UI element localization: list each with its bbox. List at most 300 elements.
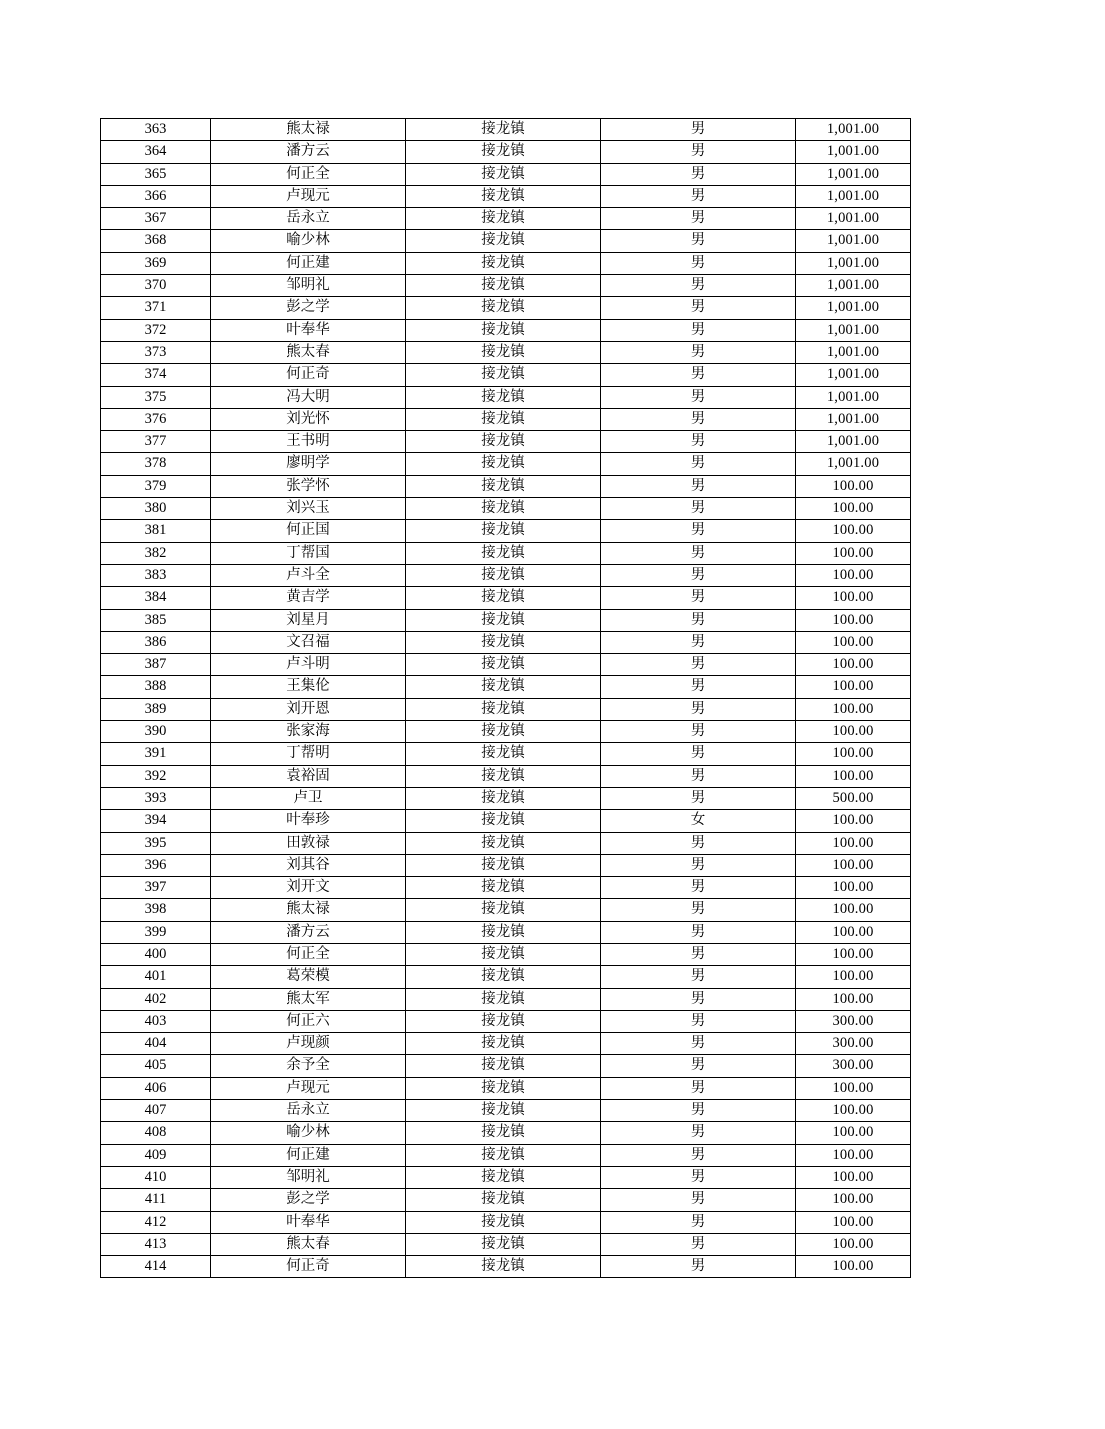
cell-id: 390 (101, 721, 211, 743)
cell-town: 接龙镇 (406, 832, 601, 854)
cell-sex: 男 (601, 1144, 796, 1166)
cell-id: 394 (101, 810, 211, 832)
cell-name: 卢现元 (211, 185, 406, 207)
cell-id: 363 (101, 119, 211, 141)
cell-town: 接龙镇 (406, 453, 601, 475)
cell-id: 405 (101, 1055, 211, 1077)
cell-amount: 100.00 (796, 587, 911, 609)
cell-sex: 男 (601, 877, 796, 899)
table-row (101, 230, 911, 252)
table-row (101, 341, 911, 363)
cell-sex: 男 (601, 1077, 796, 1099)
cell-amount: 100.00 (796, 1233, 911, 1255)
cell-town: 接龙镇 (406, 564, 601, 586)
cell-sex: 男 (601, 631, 796, 653)
cell-town: 接龙镇 (406, 498, 601, 520)
cell-sex: 男 (601, 654, 796, 676)
cell-id: 406 (101, 1077, 211, 1099)
cell-sex: 男 (601, 475, 796, 497)
table-row (101, 966, 911, 988)
cell-id: 383 (101, 564, 211, 586)
cell-amount: 100.00 (796, 698, 911, 720)
cell-town: 接龙镇 (406, 698, 601, 720)
cell-town: 接龙镇 (406, 1122, 601, 1144)
cell-amount: 1,001.00 (796, 163, 911, 185)
cell-town: 接龙镇 (406, 208, 601, 230)
cell-town: 接龙镇 (406, 386, 601, 408)
cell-name: 邹明礼 (211, 275, 406, 297)
cell-amount: 100.00 (796, 498, 911, 520)
cell-town: 接龙镇 (406, 854, 601, 876)
cell-sex: 男 (601, 208, 796, 230)
cell-town: 接龙镇 (406, 676, 601, 698)
cell-town: 接龙镇 (406, 877, 601, 899)
cell-sex: 男 (601, 721, 796, 743)
cell-id: 369 (101, 252, 211, 274)
cell-sex: 男 (601, 943, 796, 965)
cell-id: 386 (101, 631, 211, 653)
cell-amount: 1,001.00 (796, 431, 911, 453)
cell-town: 接龙镇 (406, 631, 601, 653)
cell-amount: 100.00 (796, 1189, 911, 1211)
cell-amount: 100.00 (796, 721, 911, 743)
cell-amount: 1,001.00 (796, 275, 911, 297)
cell-name: 袁裕固 (211, 765, 406, 787)
cell-sex: 男 (601, 297, 796, 319)
cell-sex: 男 (601, 966, 796, 988)
cell-id: 411 (101, 1189, 211, 1211)
table-row (101, 877, 911, 899)
cell-name: 卢现元 (211, 1077, 406, 1099)
cell-amount: 100.00 (796, 1211, 911, 1233)
cell-amount: 100.00 (796, 631, 911, 653)
cell-town: 接龙镇 (406, 520, 601, 542)
cell-id: 393 (101, 787, 211, 809)
cell-amount: 100.00 (796, 854, 911, 876)
cell-name: 何正六 (211, 1010, 406, 1032)
cell-name: 喻少林 (211, 1122, 406, 1144)
cell-town: 接龙镇 (406, 988, 601, 1010)
cell-amount: 100.00 (796, 542, 911, 564)
cell-name: 黄吉学 (211, 587, 406, 609)
cell-sex: 男 (601, 1189, 796, 1211)
cell-town: 接龙镇 (406, 587, 601, 609)
cell-amount: 1,001.00 (796, 119, 911, 141)
table-row (101, 119, 911, 141)
cell-name: 熊太春 (211, 1233, 406, 1255)
cell-sex: 男 (601, 743, 796, 765)
cell-town: 接龙镇 (406, 654, 601, 676)
cell-id: 373 (101, 341, 211, 363)
cell-town: 接龙镇 (406, 1144, 601, 1166)
cell-name: 叶奉华 (211, 319, 406, 341)
cell-id: 395 (101, 832, 211, 854)
cell-town: 接龙镇 (406, 1033, 601, 1055)
cell-id: 368 (101, 230, 211, 252)
table-row (101, 475, 911, 497)
cell-sex: 男 (601, 921, 796, 943)
cell-town: 接龙镇 (406, 475, 601, 497)
cell-amount: 1,001.00 (796, 386, 911, 408)
cell-name: 熊太禄 (211, 899, 406, 921)
table-row (101, 899, 911, 921)
cell-id: 413 (101, 1233, 211, 1255)
cell-amount: 100.00 (796, 475, 911, 497)
cell-amount: 100.00 (796, 609, 911, 631)
cell-amount: 1,001.00 (796, 297, 911, 319)
cell-amount: 100.00 (796, 564, 911, 586)
cell-amount: 100.00 (796, 966, 911, 988)
cell-town: 接龙镇 (406, 810, 601, 832)
cell-town: 接龙镇 (406, 230, 601, 252)
cell-town: 接龙镇 (406, 765, 601, 787)
cell-amount: 1,001.00 (796, 230, 911, 252)
cell-name: 熊太军 (211, 988, 406, 1010)
cell-sex: 男 (601, 765, 796, 787)
table-row (101, 1033, 911, 1055)
cell-name: 何正奇 (211, 364, 406, 386)
cell-town: 接龙镇 (406, 1189, 601, 1211)
table-row (101, 141, 911, 163)
cell-id: 387 (101, 654, 211, 676)
cell-name: 何正全 (211, 163, 406, 185)
cell-town: 接龙镇 (406, 1100, 601, 1122)
cell-name: 熊太禄 (211, 119, 406, 141)
cell-sex: 男 (601, 275, 796, 297)
cell-id: 381 (101, 520, 211, 542)
cell-name: 彭之学 (211, 297, 406, 319)
cell-id: 399 (101, 921, 211, 943)
table-row (101, 921, 911, 943)
cell-sex: 男 (601, 609, 796, 631)
cell-town: 接龙镇 (406, 163, 601, 185)
table-row (101, 431, 911, 453)
table-row (101, 1100, 911, 1122)
cell-sex: 男 (601, 854, 796, 876)
table-row (101, 587, 911, 609)
cell-amount: 1,001.00 (796, 319, 911, 341)
table-row (101, 163, 911, 185)
cell-sex: 男 (601, 408, 796, 430)
cell-id: 372 (101, 319, 211, 341)
cell-sex: 男 (601, 564, 796, 586)
cell-town: 接龙镇 (406, 431, 601, 453)
cell-name: 何正全 (211, 943, 406, 965)
cell-amount: 500.00 (796, 787, 911, 809)
cell-sex: 男 (601, 319, 796, 341)
cell-id: 365 (101, 163, 211, 185)
cell-town: 接龙镇 (406, 1077, 601, 1099)
table-row (101, 1077, 911, 1099)
cell-town: 接龙镇 (406, 609, 601, 631)
table-row (101, 721, 911, 743)
cell-name: 何正建 (211, 1144, 406, 1166)
cell-amount: 1,001.00 (796, 364, 911, 386)
cell-sex: 男 (601, 453, 796, 475)
table-row (101, 453, 911, 475)
cell-name: 葛荣模 (211, 966, 406, 988)
cell-town: 接龙镇 (406, 408, 601, 430)
cell-sex: 男 (601, 431, 796, 453)
cell-amount: 100.00 (796, 988, 911, 1010)
cell-id: 366 (101, 185, 211, 207)
cell-amount: 100.00 (796, 810, 911, 832)
cell-town: 接龙镇 (406, 297, 601, 319)
cell-sex: 男 (601, 1256, 796, 1278)
cell-town: 接龙镇 (406, 743, 601, 765)
cell-town: 接龙镇 (406, 252, 601, 274)
table-row (101, 408, 911, 430)
cell-town: 接龙镇 (406, 364, 601, 386)
cell-amount: 100.00 (796, 1077, 911, 1099)
cell-sex: 男 (601, 1122, 796, 1144)
cell-amount: 1,001.00 (796, 185, 911, 207)
cell-amount: 100.00 (796, 743, 911, 765)
cell-id: 408 (101, 1122, 211, 1144)
cell-amount: 300.00 (796, 1055, 911, 1077)
cell-name: 刘兴玉 (211, 498, 406, 520)
cell-name: 卢现颜 (211, 1033, 406, 1055)
cell-name: 丁帮明 (211, 743, 406, 765)
cell-sex: 男 (601, 988, 796, 1010)
cell-amount: 1,001.00 (796, 408, 911, 430)
cell-name: 文召福 (211, 631, 406, 653)
cell-name: 刘其谷 (211, 854, 406, 876)
table-row (101, 676, 911, 698)
cell-town: 接龙镇 (406, 119, 601, 141)
table-row (101, 765, 911, 787)
table-row (101, 1211, 911, 1233)
cell-sex: 男 (601, 676, 796, 698)
cell-id: 402 (101, 988, 211, 1010)
cell-id: 389 (101, 698, 211, 720)
cell-town: 接龙镇 (406, 1233, 601, 1255)
cell-sex: 男 (601, 1211, 796, 1233)
cell-id: 376 (101, 408, 211, 430)
table-row (101, 1233, 911, 1255)
cell-town: 接龙镇 (406, 1256, 601, 1278)
cell-id: 377 (101, 431, 211, 453)
cell-sex: 男 (601, 230, 796, 252)
cell-id: 409 (101, 1144, 211, 1166)
cell-id: 388 (101, 676, 211, 698)
table-row (101, 631, 911, 653)
cell-name: 卢斗明 (211, 654, 406, 676)
table-row (101, 654, 911, 676)
cell-id: 367 (101, 208, 211, 230)
beneficiary-table (100, 118, 911, 1278)
cell-amount: 1,001.00 (796, 252, 911, 274)
cell-name: 卢卫 (211, 787, 406, 809)
cell-town: 接龙镇 (406, 341, 601, 363)
table-row (101, 1256, 911, 1278)
cell-name: 刘星月 (211, 609, 406, 631)
table-row (101, 275, 911, 297)
cell-id: 378 (101, 453, 211, 475)
cell-amount: 300.00 (796, 1033, 911, 1055)
cell-id: 410 (101, 1166, 211, 1188)
table-row (101, 743, 911, 765)
cell-sex: 男 (601, 185, 796, 207)
cell-name: 叶奉华 (211, 1211, 406, 1233)
cell-sex: 男 (601, 542, 796, 564)
cell-sex: 男 (601, 1055, 796, 1077)
cell-sex: 男 (601, 341, 796, 363)
cell-sex: 男 (601, 832, 796, 854)
cell-amount: 100.00 (796, 654, 911, 676)
cell-name: 卢斗全 (211, 564, 406, 586)
cell-town: 接龙镇 (406, 899, 601, 921)
cell-name: 田敦禄 (211, 832, 406, 854)
cell-amount: 100.00 (796, 877, 911, 899)
cell-id: 398 (101, 899, 211, 921)
cell-amount: 100.00 (796, 899, 911, 921)
cell-amount: 1,001.00 (796, 141, 911, 163)
table-row (101, 252, 911, 274)
cell-town: 接龙镇 (406, 275, 601, 297)
cell-id: 403 (101, 1010, 211, 1032)
cell-town: 接龙镇 (406, 185, 601, 207)
cell-amount: 100.00 (796, 921, 911, 943)
cell-town: 接龙镇 (406, 966, 601, 988)
cell-name: 潘方云 (211, 921, 406, 943)
cell-id: 400 (101, 943, 211, 965)
cell-name: 熊太春 (211, 341, 406, 363)
cell-sex: 男 (601, 698, 796, 720)
cell-name: 刘开文 (211, 877, 406, 899)
cell-id: 407 (101, 1100, 211, 1122)
cell-id: 385 (101, 609, 211, 631)
cell-name: 岳永立 (211, 1100, 406, 1122)
cell-id: 379 (101, 475, 211, 497)
cell-town: 接龙镇 (406, 921, 601, 943)
cell-name: 刘开恩 (211, 698, 406, 720)
cell-name: 王书明 (211, 431, 406, 453)
cell-id: 392 (101, 765, 211, 787)
table-row (101, 943, 911, 965)
cell-name: 丁帮国 (211, 542, 406, 564)
cell-amount: 100.00 (796, 676, 911, 698)
table-row (101, 185, 911, 207)
table-row (101, 564, 911, 586)
table-row (101, 1144, 911, 1166)
cell-id: 401 (101, 966, 211, 988)
cell-amount: 1,001.00 (796, 208, 911, 230)
table-row (101, 1189, 911, 1211)
table-row (101, 208, 911, 230)
cell-name: 喻少林 (211, 230, 406, 252)
table-row (101, 810, 911, 832)
cell-id: 404 (101, 1033, 211, 1055)
cell-amount: 100.00 (796, 943, 911, 965)
table-row (101, 1166, 911, 1188)
cell-sex: 男 (601, 498, 796, 520)
table-row (101, 319, 911, 341)
table-row (101, 1010, 911, 1032)
cell-id: 396 (101, 854, 211, 876)
cell-amount: 100.00 (796, 520, 911, 542)
cell-sex: 男 (601, 386, 796, 408)
cell-name: 张家海 (211, 721, 406, 743)
table-body (101, 119, 911, 1278)
cell-name: 潘方云 (211, 141, 406, 163)
cell-name: 余予全 (211, 1055, 406, 1077)
cell-sex: 男 (601, 587, 796, 609)
cell-town: 接龙镇 (406, 542, 601, 564)
table-row (101, 1055, 911, 1077)
table-row (101, 609, 911, 631)
cell-id: 412 (101, 1211, 211, 1233)
cell-sex: 男 (601, 899, 796, 921)
cell-town: 接龙镇 (406, 319, 601, 341)
cell-name: 王集伦 (211, 676, 406, 698)
cell-amount: 100.00 (796, 1144, 911, 1166)
cell-id: 371 (101, 297, 211, 319)
cell-name: 何正建 (211, 252, 406, 274)
table-row (101, 1122, 911, 1144)
cell-sex: 男 (601, 163, 796, 185)
table-row (101, 542, 911, 564)
cell-name: 彭之学 (211, 1189, 406, 1211)
table-row (101, 520, 911, 542)
cell-town: 接龙镇 (406, 943, 601, 965)
table-row (101, 498, 911, 520)
cell-id: 382 (101, 542, 211, 564)
cell-name: 刘光怀 (211, 408, 406, 430)
cell-name: 岳永立 (211, 208, 406, 230)
cell-sex: 男 (601, 1166, 796, 1188)
cell-sex: 男 (601, 119, 796, 141)
table-row (101, 364, 911, 386)
cell-sex: 男 (601, 1233, 796, 1255)
table-row (101, 386, 911, 408)
table-row (101, 787, 911, 809)
cell-id: 391 (101, 743, 211, 765)
cell-town: 接龙镇 (406, 1211, 601, 1233)
cell-name: 邹明礼 (211, 1166, 406, 1188)
cell-id: 380 (101, 498, 211, 520)
cell-name: 叶奉珍 (211, 810, 406, 832)
cell-town: 接龙镇 (406, 787, 601, 809)
table-row (101, 297, 911, 319)
cell-amount: 100.00 (796, 832, 911, 854)
cell-amount: 1,001.00 (796, 341, 911, 363)
table-row (101, 988, 911, 1010)
cell-name: 张学怀 (211, 475, 406, 497)
cell-sex: 女 (601, 810, 796, 832)
cell-amount: 300.00 (796, 1010, 911, 1032)
cell-amount: 100.00 (796, 1166, 911, 1188)
cell-town: 接龙镇 (406, 1055, 601, 1077)
table-container (100, 118, 910, 1278)
cell-sex: 男 (601, 787, 796, 809)
cell-amount: 100.00 (796, 765, 911, 787)
cell-sex: 男 (601, 1100, 796, 1122)
cell-amount: 100.00 (796, 1256, 911, 1278)
cell-name: 何正国 (211, 520, 406, 542)
cell-sex: 男 (601, 1010, 796, 1032)
cell-sex: 男 (601, 1033, 796, 1055)
cell-name: 冯大明 (211, 386, 406, 408)
cell-id: 370 (101, 275, 211, 297)
cell-id: 414 (101, 1256, 211, 1278)
cell-sex: 男 (601, 364, 796, 386)
cell-id: 397 (101, 877, 211, 899)
cell-id: 364 (101, 141, 211, 163)
cell-sex: 男 (601, 141, 796, 163)
cell-amount: 100.00 (796, 1100, 911, 1122)
cell-name: 廖明学 (211, 453, 406, 475)
